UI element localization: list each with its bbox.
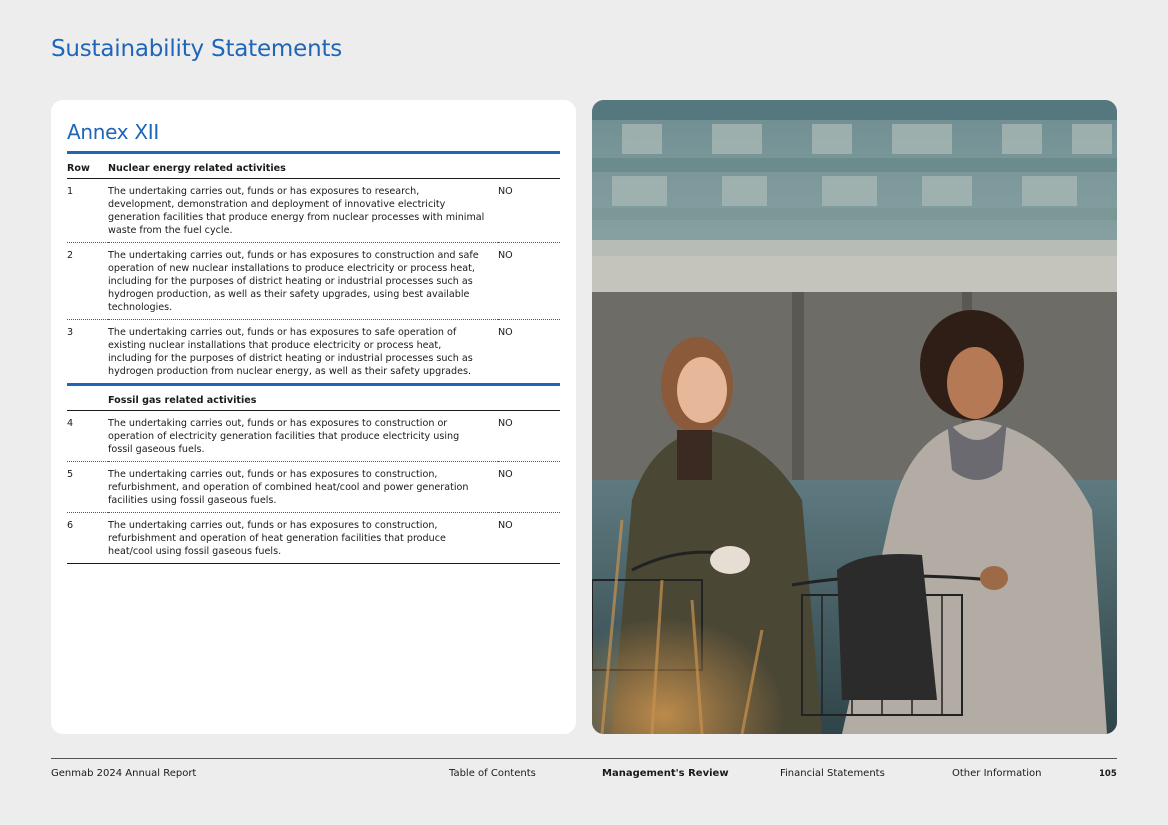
row-text: The undertaking carries out, funds or has exposures to construction, refurbishment, and operation of combined heat/cool and power generation facilities using fossil gaseous fuels. [108, 462, 498, 513]
table-row [67, 179, 560, 243]
annex-card [51, 100, 576, 734]
table-row [67, 462, 560, 513]
row-value: NO [498, 179, 560, 243]
annex-title: Annex XII [67, 120, 159, 144]
footer-link-table-of-contents[interactable]: Table of Contents [449, 768, 536, 779]
row-text: The undertaking carries out, funds or has exposures to construction or operation of electricity generation facilities that produce electricity using fossil gaseous fuels. [108, 411, 498, 462]
table-header-row [67, 153, 560, 179]
page-number: 105 [1099, 769, 1117, 779]
section-header-fossil: Fossil gas related activities [108, 385, 498, 411]
footer-divider [51, 758, 1117, 759]
row-number: 6 [67, 513, 108, 564]
row-value: NO [498, 327, 513, 338]
table-row [67, 320, 560, 385]
row-number: 4 [67, 411, 108, 462]
table-row [67, 411, 560, 462]
row-text: The undertaking carries out, funds or has exposures to construction, refurbishment and operation of heat generation facilities that produce heat/cool using fossil gaseous fuels. [108, 513, 498, 564]
footer-link-management-review[interactable]: Management's Review [602, 768, 729, 779]
row-text: The undertaking carries out, funds or has exposures to safe operation of existing nuclear installations that produce electricity or process heat, including for the purposes of district heating or industrial processes such as hydrogen production from nuclear energy, as well as their safety upgrades. [108, 327, 473, 377]
table-row [67, 513, 560, 564]
row-number: 2 [67, 243, 108, 320]
row-number: 1 [67, 179, 108, 243]
row-value: NO [498, 243, 560, 320]
row-text: The undertaking carries out, funds or has exposures to research, development, demonstration and deployment of innovative electricity generation facilities that produce energy from nuclear processes with minimal waste from the fuel cycle. [108, 179, 498, 243]
table-row [67, 243, 560, 320]
row-text: The undertaking carries out, funds or has exposures to construction and safe operation of new nuclear installations to produce electricity or process heat, including for the purposes of district heating or industrial processes such as hydrogen production, as well as their safety upgrades, using best available technologies. [108, 243, 498, 320]
row-number: 3 [67, 327, 74, 338]
row-value: NO [498, 462, 560, 513]
footer-link-financial-statements[interactable]: Financial Statements [780, 768, 885, 779]
footer-link-other-information[interactable]: Other Information [952, 768, 1042, 779]
photo-women-with-bicycles [592, 100, 1117, 734]
annex-table [67, 151, 560, 564]
table-section-row [67, 385, 560, 411]
section-header-nuclear: Nuclear energy related activities [108, 153, 498, 179]
page-title: Sustainability Statements [51, 36, 343, 62]
photo-illustration [592, 100, 1117, 734]
column-header-row: Row [67, 153, 108, 179]
row-number: 5 [67, 462, 108, 513]
footer-report-title: Genmab 2024 Annual Report [51, 768, 197, 779]
row-value: NO [498, 411, 560, 462]
row-value: NO [498, 513, 560, 564]
